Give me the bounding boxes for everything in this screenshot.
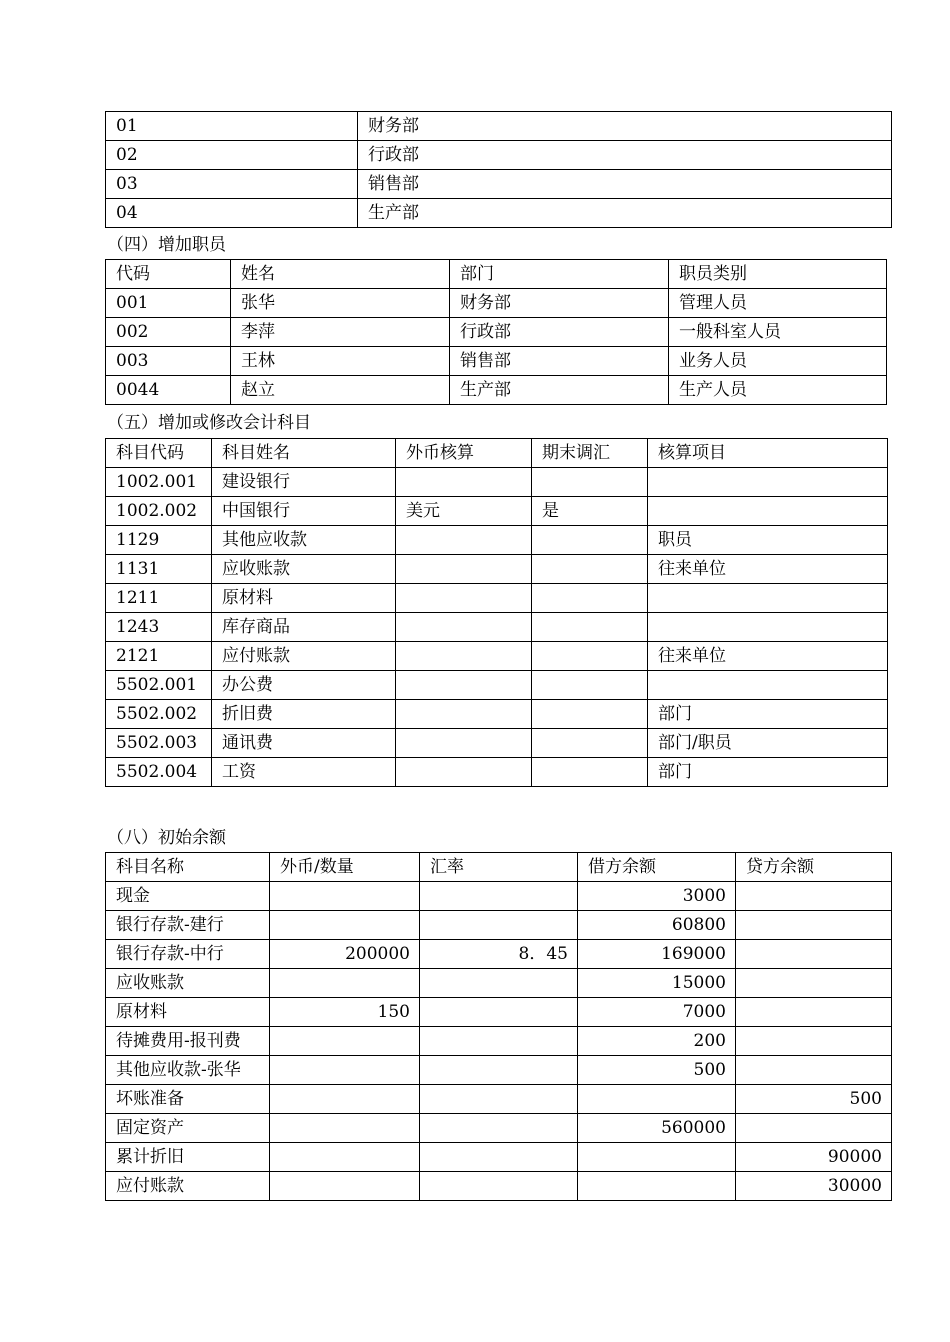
table-cell: 003 [106,347,231,376]
table-cell: 银行存款-建行 [106,911,270,940]
table-cell: 3000 [578,882,736,911]
table-cell [270,1172,420,1201]
table-cell: 李萍 [231,318,450,347]
table-cell [532,729,648,758]
table-row [106,1056,892,1085]
table-cell [420,969,578,998]
table-cell [736,1027,892,1056]
accounts-section-title: （五）增加或修改会计科目 [107,413,311,433]
table-cell [420,911,578,940]
table-cell: 应付账款 [212,642,396,671]
table-cell [420,1027,578,1056]
table-cell: 销售部 [450,347,669,376]
table-cell [578,1172,736,1201]
table-cell: 一般科室人员 [669,318,887,347]
table-cell: 原材料 [212,584,396,613]
table-cell [396,468,532,497]
accounts-header [106,439,888,468]
table-row [106,555,888,584]
table-row [106,911,892,940]
table-cell: 美元 [396,497,532,526]
table-cell: 现金 [106,882,270,911]
table-cell [396,642,532,671]
table-cell: 其他应收款-张华 [106,1056,270,1085]
table-cell: 部门 [648,758,888,787]
table-cell [396,526,532,555]
table-row [106,729,888,758]
table-row [106,642,888,671]
column-header: 外币/数量 [270,853,420,882]
table-row [106,1172,892,1201]
table-cell: 职员 [648,526,888,555]
table-cell [396,671,532,700]
table-cell: 张华 [231,289,450,318]
table-row [106,584,888,613]
table-cell [648,497,888,526]
table-cell [532,758,648,787]
table-cell: 169000 [578,940,736,969]
table-cell [736,998,892,1027]
balances-body [106,882,892,1201]
table-cell: 200000 [270,940,420,969]
column-header: 职员类别 [669,260,887,289]
table-cell: 建设银行 [212,468,396,497]
table-cell: 待摊费用-报刊费 [106,1027,270,1056]
table-cell: 原材料 [106,998,270,1027]
balances-header [106,853,892,882]
table-cell: 002 [106,318,231,347]
table-cell: 累计折旧 [106,1143,270,1172]
employees-body [106,289,887,405]
table-cell [532,555,648,584]
table-cell: 行政部 [450,318,669,347]
table-cell [648,671,888,700]
table-cell [736,1114,892,1143]
table-cell: 30000 [736,1172,892,1201]
column-header: 部门 [450,260,669,289]
table-cell: 500 [578,1056,736,1085]
table-cell: 500 [736,1085,892,1114]
table-header-row [106,260,887,289]
table-cell: 5502.001 [106,671,212,700]
table-cell [396,700,532,729]
table-cell: 0044 [106,376,231,405]
table-row [106,376,887,405]
table-cell: 1131 [106,555,212,584]
table-cell [270,1085,420,1114]
table-header-row [106,439,888,468]
table-row [106,318,887,347]
column-header: 汇率 [420,853,578,882]
table-cell [270,1114,420,1143]
table-cell: 库存商品 [212,613,396,642]
table-cell: 60800 [578,911,736,940]
column-header: 外币核算 [396,439,532,468]
table-cell: 5502.004 [106,758,212,787]
column-header: 贷方余额 [736,853,892,882]
table-row [106,671,888,700]
dept-code-cell: 03 [106,170,358,199]
column-header: 科目名称 [106,853,270,882]
table-cell [736,969,892,998]
table-cell [532,584,648,613]
table-row [106,112,892,141]
table-cell: 5502.002 [106,700,212,729]
table-cell [532,700,648,729]
table-cell: 生产部 [450,376,669,405]
table-cell: 560000 [578,1114,736,1143]
balances-section-title: （八）初始余额 [107,828,226,848]
table-row [106,289,887,318]
table-cell [420,1172,578,1201]
table-cell: 200 [578,1027,736,1056]
table-cell [578,1143,736,1172]
table-cell: 1211 [106,584,212,613]
table-cell: 折旧费 [212,700,396,729]
table-row [106,940,892,969]
table-cell: 业务人员 [669,347,887,376]
dept-code-cell: 02 [106,141,358,170]
table-cell: 001 [106,289,231,318]
table-row [106,1143,892,1172]
table-cell [736,1056,892,1085]
table-cell [736,911,892,940]
table-row [106,1027,892,1056]
table-row [106,526,888,555]
table-row [106,998,892,1027]
table-cell: 赵立 [231,376,450,405]
table-cell: 2121 [106,642,212,671]
table-cell: 银行存款-中行 [106,940,270,969]
table-cell: 应收账款 [106,969,270,998]
employees-section-title: （四）增加职员 [107,235,226,255]
table-cell: 通讯费 [212,729,396,758]
table-row [106,969,892,998]
table-cell: 管理人员 [669,289,887,318]
table-cell [420,1114,578,1143]
table-cell: 1243 [106,613,212,642]
dept-code-cell: 04 [106,199,358,228]
table-cell [396,758,532,787]
table-row [106,468,888,497]
table-cell: 1002.002 [106,497,212,526]
table-cell [532,526,648,555]
table-cell: 部门 [648,700,888,729]
table-row [106,1114,892,1143]
table-cell: 往来单位 [648,555,888,584]
table-cell [396,613,532,642]
table-cell: 5502.003 [106,729,212,758]
table-cell [532,468,648,497]
table-cell: 150 [270,998,420,1027]
table-cell: 其他应收款 [212,526,396,555]
table-cell [736,882,892,911]
table-cell: 工资 [212,758,396,787]
balances-table [105,852,892,1201]
table-cell [420,1056,578,1085]
accounts-body [106,468,888,787]
table-cell [270,911,420,940]
departments-table [105,111,892,228]
table-row [106,1085,892,1114]
table-header-row [106,853,892,882]
table-row [106,758,888,787]
column-header: 代码 [106,260,231,289]
table-row [106,700,888,729]
table-cell [420,882,578,911]
table-cell [736,940,892,969]
column-header: 核算项目 [648,439,888,468]
table-row [106,141,892,170]
table-cell [648,584,888,613]
accounts-table [105,438,888,787]
table-cell: 财务部 [450,289,669,318]
table-cell [270,969,420,998]
column-header: 科目代码 [106,439,212,468]
dept-name-cell: 行政部 [358,141,892,170]
table-row [106,170,892,199]
table-cell: 坏账准备 [106,1085,270,1114]
table-cell: 1002.001 [106,468,212,497]
column-header: 期末调汇 [532,439,648,468]
dept-name-cell: 生产部 [358,199,892,228]
table-cell [532,613,648,642]
departments-body [106,112,892,228]
table-cell: 应付账款 [106,1172,270,1201]
table-cell [420,1085,578,1114]
employees-table [105,259,887,405]
table-cell: 王林 [231,347,450,376]
table-cell: 固定资产 [106,1114,270,1143]
table-row [106,497,888,526]
table-cell: 应收账款 [212,555,396,584]
table-cell: 1129 [106,526,212,555]
table-cell: 15000 [578,969,736,998]
table-cell: 往来单位 [648,642,888,671]
table-cell: 8．45 [420,940,578,969]
table-cell [648,468,888,497]
table-cell: 部门/职员 [648,729,888,758]
table-cell [396,584,532,613]
column-header: 科目姓名 [212,439,396,468]
table-cell [270,1143,420,1172]
table-row [106,613,888,642]
table-cell [396,729,532,758]
table-row [106,882,892,911]
employees-header [106,260,887,289]
table-cell: 办公费 [212,671,396,700]
column-header: 姓名 [231,260,450,289]
table-cell [270,1027,420,1056]
table-cell [420,1143,578,1172]
table-cell [532,671,648,700]
table-cell: 7000 [578,998,736,1027]
table-cell: 中国银行 [212,497,396,526]
table-cell [648,613,888,642]
table-cell: 生产人员 [669,376,887,405]
table-cell: 90000 [736,1143,892,1172]
table-cell [532,642,648,671]
dept-code-cell: 01 [106,112,358,141]
table-cell [420,998,578,1027]
table-row [106,347,887,376]
table-cell [396,555,532,584]
dept-name-cell: 财务部 [358,112,892,141]
table-cell: 是 [532,497,648,526]
table-cell [578,1085,736,1114]
dept-name-cell: 销售部 [358,170,892,199]
table-cell [270,882,420,911]
column-header: 借方余额 [578,853,736,882]
table-row [106,199,892,228]
table-cell [270,1056,420,1085]
